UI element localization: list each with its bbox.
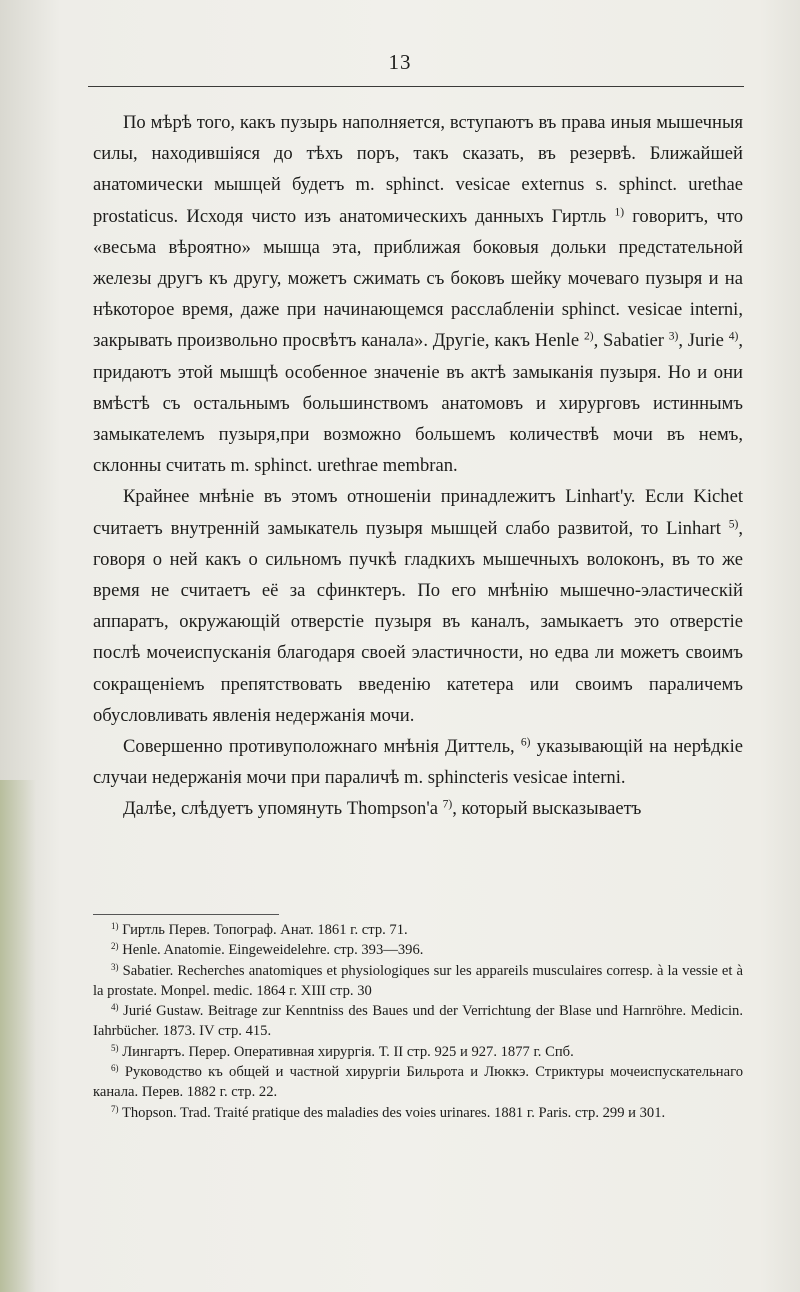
footnote-mark: 3) (111, 961, 119, 972)
footnote-text: Гиртль Перев. Топограф. Анат. 1861 г. стр. 71. (122, 922, 408, 938)
footnote-separator (93, 914, 279, 915)
text-run: По мѣрѣ того, какъ пузырь наполняется, вступаютъ въ права иныя мышечныя силы, находившіяся до тѣхъ поръ, такъ сказать, въ резервѣ. Ближайшей анатомически мышцей будетъ m. sphinct. vesicae externus s. sphinct. urethae prostaticus. Исходя чисто изъ анатомическихъ данныхъ Гиртль (93, 112, 743, 227)
footnote-mark: 1) (111, 921, 119, 932)
text-run: Совершенно противуположнаго мнѣнія Диттель, (123, 736, 521, 758)
footnote (93, 940, 743, 960)
footnote-ref: 7) (442, 799, 453, 812)
footnote-ref: 4) (728, 331, 739, 344)
text-run: указывающій на нерѣдкіе случаи недержанія мочи при параличѣ m. sphincteris vesicae interni. (93, 736, 743, 789)
text-run: , который высказываетъ (452, 798, 642, 820)
text-run: , Sabatier (593, 330, 669, 352)
text-run: Далѣе, слѣдуетъ упомянуть Thompson'а (123, 798, 443, 820)
footnote-mark: 6) (111, 1063, 119, 1074)
footnote-ref: 6) (520, 736, 531, 749)
main-text (93, 107, 743, 825)
footnote-mark: 5) (111, 1042, 119, 1053)
footnote (93, 1103, 743, 1123)
footnote-mark: 4) (111, 1002, 119, 1013)
footnote-ref: 2) (583, 331, 594, 344)
footnotes (93, 920, 743, 1123)
text-run: , говоря о ней какъ о сильномъ пучкѣ гладкихъ мышечныхъ волоконъ, въ то же время не считаетъ её за сфинктеръ. По его мнѣнію мышечно-эластическій аппаратъ, окружающій отверстіе пузыря въ каналъ, замыкаетъ это отверстіе послѣ мочеиспусканія благодаря своей эластичности, но едва ли можетъ своимъ сокращеніемъ препятствовать введенію катетера или своимъ параличемъ обусловливать явленія недержанія мочи. (93, 517, 743, 726)
footnote-ref: 3) (668, 331, 679, 344)
footnote (93, 961, 743, 1002)
footnote (93, 1001, 743, 1042)
footnote-text: Sabatier. Recherches anatomiques et physiologiques sur les appareils musculaires corresp. à la vessie et à la prostate. Monpel. medic. 1864 г. XIII стр. 30 (93, 962, 743, 999)
footnote-text: Henle. Anatomie. Eingeweidelehre. стр. 393—396. (122, 942, 424, 959)
page-edge-stain (0, 780, 36, 1292)
paragraph (93, 107, 743, 481)
paragraph (93, 793, 743, 824)
paragraph (93, 731, 743, 793)
footnote-text: Thopson. Trad. Traité pratique des maladies des voies urinares. 1881 г. Paris. стр. 299 и 301. (121, 1104, 666, 1121)
footnote (93, 1042, 743, 1062)
text-run: говоритъ, что «весьма вѣроятно» мышца эта, приближая боковыя дольки предстательной железы другъ къ другу, можетъ сжимать съ боковъ шейку мочеваго пузыря и на нѣкоторое время, даже при начинающемся расслабленіи sphinct. vesicae interni, закрывать произвольно просвѣтъ канала». Другіе, какъ Henle (93, 205, 744, 352)
footnote-text: Лингартъ. Перер. Оперативная хирургія. Т. II стр. 925 и 927. 1877 г. Спб. (122, 1043, 574, 1060)
footnote-mark: 7) (111, 1103, 119, 1114)
header-rule (88, 86, 744, 87)
footnote (93, 920, 743, 940)
footnote-ref: 1) (614, 206, 625, 219)
text-run: , придаютъ этой мышцѣ особенное значеніе въ актѣ замыканія пузыря. Но и они вмѣстѣ съ остальнымъ большинствомъ анатомовъ и хирурговъ истиннымъ замыкателемъ пузыря,при возможно большемъ количествѣ мочи въ немъ, склонны считать m. sphinct. urethrae membran. (93, 330, 743, 477)
text-run: Крайнее мнѣніе въ этомъ отношеніи принадлежитъ Linhart'у. Если Kichet считаетъ внутренній замыкатель пузыря мышцей слабо развитой, то Linhart (93, 486, 743, 539)
footnote (93, 1062, 743, 1103)
text-run: , Jurie (678, 330, 729, 352)
footnote-mark: 2) (111, 941, 119, 952)
footnote-text: Jurié Gustaw. Beitrage zur Kenntniss des Baues und der Verrichtung der Blase und Harnröhre. Medicin. Iahrbücher. 1873. IV стр. 415. (93, 1003, 743, 1040)
footnote-ref: 5) (728, 518, 739, 531)
paragraph (93, 481, 743, 731)
page-number: 13 (388, 50, 412, 74)
footnote-text: Руководство къ общей и частной хирургіи Бильрота и Люккэ. Стриктуры мочеиспускательнаго канала. Перев. 1882 г. стр. 22. (93, 1064, 743, 1101)
